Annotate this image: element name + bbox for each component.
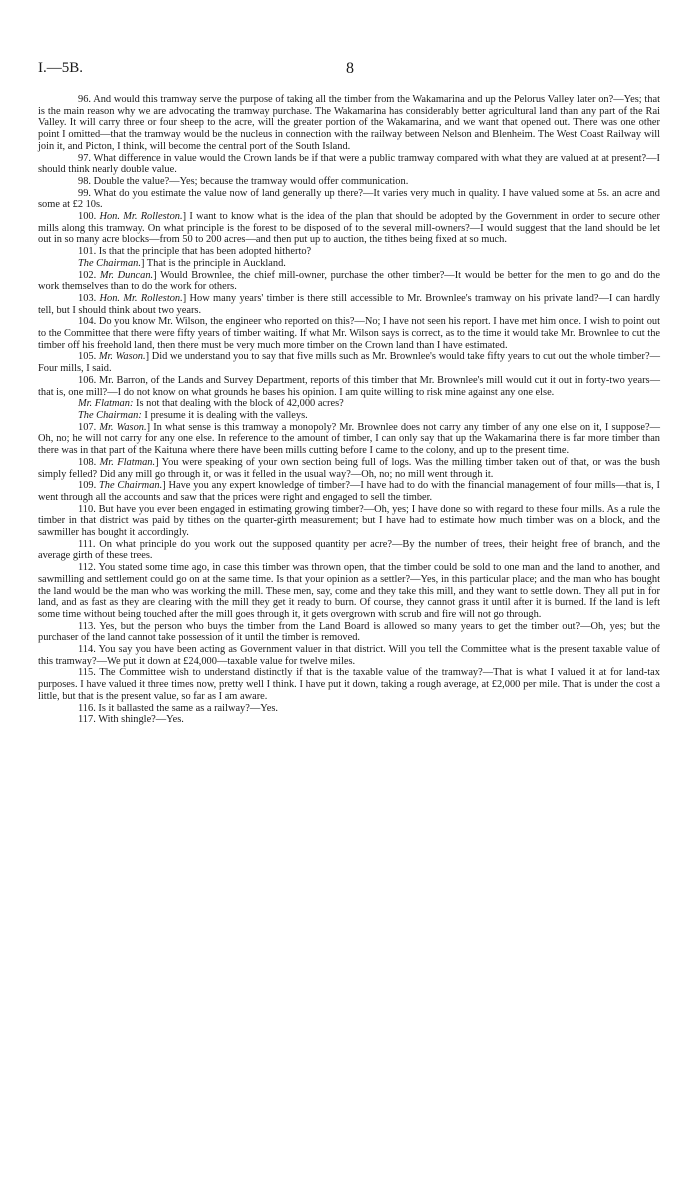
paragraph-text: ] Would Brownlee, the chief mill-owner, purchase the other timber?—It would be better for the men to go and do the work themselves than to do the work for others. — [38, 269, 660, 293]
paragraph — [38, 398, 660, 410]
paragraph — [38, 153, 660, 176]
paragraph-text: 113. Yes, but the person who buys the timber from the Land Board is allowed so many years to get the timber out?—Oh, yes; but the purchaser of the land cannot take possession of it until the timber is removed. — [38, 620, 660, 644]
paragraph-text: 99. What do you estimate the value now of land generally up there?—It varies very much in quality. I have valued some at 5s. an acre and some at £2 10s. — [38, 187, 660, 211]
paragraph-text: ] In what sense is this tramway a monopoly? Mr. Brownlee does not carry any timber of any one else on it, I suppose?—Oh, no; he will not carry for any one else. In reference to the amount of timber, I can only say that up the Wakamarina there is far more timber than there was in that part of the Kaituna where there have been mills cutting before I came to the colony, and up to the present time. — [38, 421, 661, 457]
paragraph-text: 117. With shingle?—Yes. — [78, 714, 184, 726]
document-body — [38, 94, 660, 726]
speaker-name: The Chairman. — [99, 480, 163, 492]
paragraph — [38, 351, 660, 374]
paragraph-text: ] You were speaking of your own section being full of logs. Was the milling timber taken out of that, or was the bush simply felled? Did any mill go through it, or was it felled in the usual way?—Oh, no; no mill went through it. — [38, 456, 660, 480]
paragraph — [38, 703, 660, 715]
paragraph-text: 111. On what principle do you work out the supposed quantity per acre?—By the number of trees, their height free of branch, and the average girth of these trees. — [38, 538, 660, 562]
paragraph-text: 98. Double the value?—Yes; because the tramway would offer communication. — [78, 175, 409, 187]
speaker-name: Hon. Mr. Rolleston. — [99, 211, 183, 223]
question-number: 102. — [78, 269, 100, 281]
paragraph-text: ] How many years' timber is there still accessible to Mr. Brownlee's tramway on his private land?—I can hardly tell, but I should think about two years. — [38, 292, 661, 316]
paragraph — [38, 457, 660, 480]
document-reference: I.—5B. — [38, 60, 83, 76]
paragraph-text: 112. You stated some time ago, in case this timber was thrown open, that the timber could be sold to one man and the land to another, and sawmilling and settlement could go on at the same time. Is that your opinion as a settler?—Yes, in this particular place; and the man who has bought the land would be the man who was working the mill. These men, say, come and they take this mill, and they want to settle down. They all put in for land, and as fast as they are clearing with the mill they get it ready to burn. Of course, they cannot grass it until after it is burned. If the land is left some time without being touched after the mill goes through it, it gets overgrown with scrub and fire will not go through. — [38, 562, 660, 620]
paragraph — [38, 188, 660, 211]
paragraph — [38, 375, 660, 398]
question-number: 100. — [78, 211, 100, 223]
paragraph-text: ] Did we understand you to say that five mills such as Mr. Brownlee's would take fifty years to cut out the whole timber?—Four mills, I said. — [38, 351, 660, 375]
paragraph-text: 101. Is that the principle that has been adopted hitherto? — [78, 246, 312, 258]
paragraph — [38, 422, 660, 457]
speaker-name: Mr. Flatman. — [99, 456, 156, 468]
page-number: 8 — [346, 60, 354, 77]
paragraph — [38, 714, 660, 726]
paragraph-text: 114. You say you have been acting as Government valuer in that district. Will you tell the Committee what is the present taxable value of this tramway?—We put it down at £24,000—taxable value for twelve miles. — [38, 644, 660, 667]
paragraph-text: ] I want to know what is the idea of the plan that should be adopted by the Government in order to secure other mills along this tramway. On what principle is the forest to be disposed of to the several mill-owners?—I would suggest that the land should be let out in so many acre blocks—from 50 to 200 acres—and then put up to auction, the tithes being fixed at so much. — [38, 211, 660, 246]
paragraph-text: 106. Mr. Barron, of the Lands and Survey Department, reports of this timber that Mr. Brownlee's mill would cut it out in forty-two years—that is, one mill?—I do not know on what grounds he bases his opinion. I am quite willing to risk mine against any one else. — [38, 374, 660, 398]
paragraph — [38, 504, 660, 539]
speaker-name: Mr. Flatman: — [78, 398, 134, 410]
paragraph — [38, 621, 660, 644]
speaker-name: Mr. Duncan. — [99, 269, 154, 281]
paragraph — [38, 480, 660, 503]
speaker-name: Mr. Wason. — [99, 421, 147, 433]
paragraph — [38, 246, 660, 258]
speaker-name: The Chairman. — [78, 257, 141, 269]
paragraph-text: 116. Is it ballasted the same as a railway?—Yes. — [78, 702, 278, 714]
paragraph — [38, 316, 660, 351]
question-number: 103. — [78, 292, 100, 304]
paragraph-text: 96. And would this tramway serve the purpose of taking all the timber from the Wakamarina and up the Pelorus Valley later on?—Yes; that is the main reason why we are advocating the tramway purchase. The Wakamarina has considerably better agricultural land than any part of the Rai Valley. It will carry three or four sheep to the acre, will the greater portion of the Wakamarina, and we want that opened out. There was one other point I omitted—that the tramway would be the nucleus in connection with the railway between Nelson and Blenheim. The West Coast Railway will join it, and Picton, I think, will become the central port of the South Island. — [38, 94, 660, 152]
paragraph — [38, 644, 660, 667]
speaker-name: Mr. Wason. — [98, 351, 146, 363]
paragraph-text: I presume it is dealing with the valleys. — [141, 409, 308, 421]
page-header — [38, 60, 662, 80]
paragraph — [38, 211, 660, 246]
paragraph — [38, 94, 660, 153]
question-number: 109. — [78, 480, 100, 492]
paragraph-text: ] That is the principle in Auckland. — [140, 257, 286, 269]
paragraph-text: Is not that dealing with the block of 42,000 acres? — [133, 398, 344, 410]
paragraph-text: 115. The Committee wish to understand distinctly if that is the taxable value of the tramway?—That is what I valued it at for land-tax purposes. I have valued it three times now, pretty well I think. I have put it down, taking a rough average, at £2,000 per mile. That is under the cost a little, but that is the present value, so far as I am aware. — [38, 667, 660, 702]
paragraph — [38, 270, 660, 293]
paragraph-text: ] Have you any expert knowledge of timber?—I have had to do with the financial management of four mills—that is, I went through all the accounts and saw that the prices were right and engaged to sell the timber. — [38, 480, 660, 503]
paragraph-text: 97. What difference in value would the Crown lands be if that were a public tramway compared with what they are valued at at present?—I should think nearly double value. — [38, 152, 660, 176]
paragraph — [38, 667, 660, 702]
paragraph — [38, 410, 660, 422]
paragraph — [38, 539, 660, 562]
paragraph — [38, 258, 660, 270]
paragraph — [38, 293, 660, 316]
speaker-name: Hon. Mr. Rolleston. — [99, 292, 183, 304]
question-number: 107. — [78, 421, 100, 433]
paragraph-text: 104. Do you know Mr. Wilson, the engineer who reported on this?—No; I have not seen his report. I have met him once. I wish to point out to the Committee that there were fifty years of timber waiting. If what Mr. Wilson says is correct, as to the time it would take Mr. Brownlee to cut the timber off his freehold land, then there must be very much more timber on the Crown land than I have estimated. — [38, 316, 660, 351]
question-number: 105. — [78, 351, 99, 363]
question-number: 108. — [78, 456, 100, 468]
speaker-name: The Chairman: — [78, 409, 142, 421]
paragraph — [38, 562, 660, 621]
paragraph — [38, 176, 660, 188]
paragraph-text: 110. But have you ever been engaged in estimating growing timber?—Oh, yes; I have done so with regard to these four mills. As a rule the timber in that district was paid by tithes on the quarter-girth measurement; but I have had to estimate how much timber was on a block, and the sawmiller has bought it accordingly. — [38, 503, 660, 539]
